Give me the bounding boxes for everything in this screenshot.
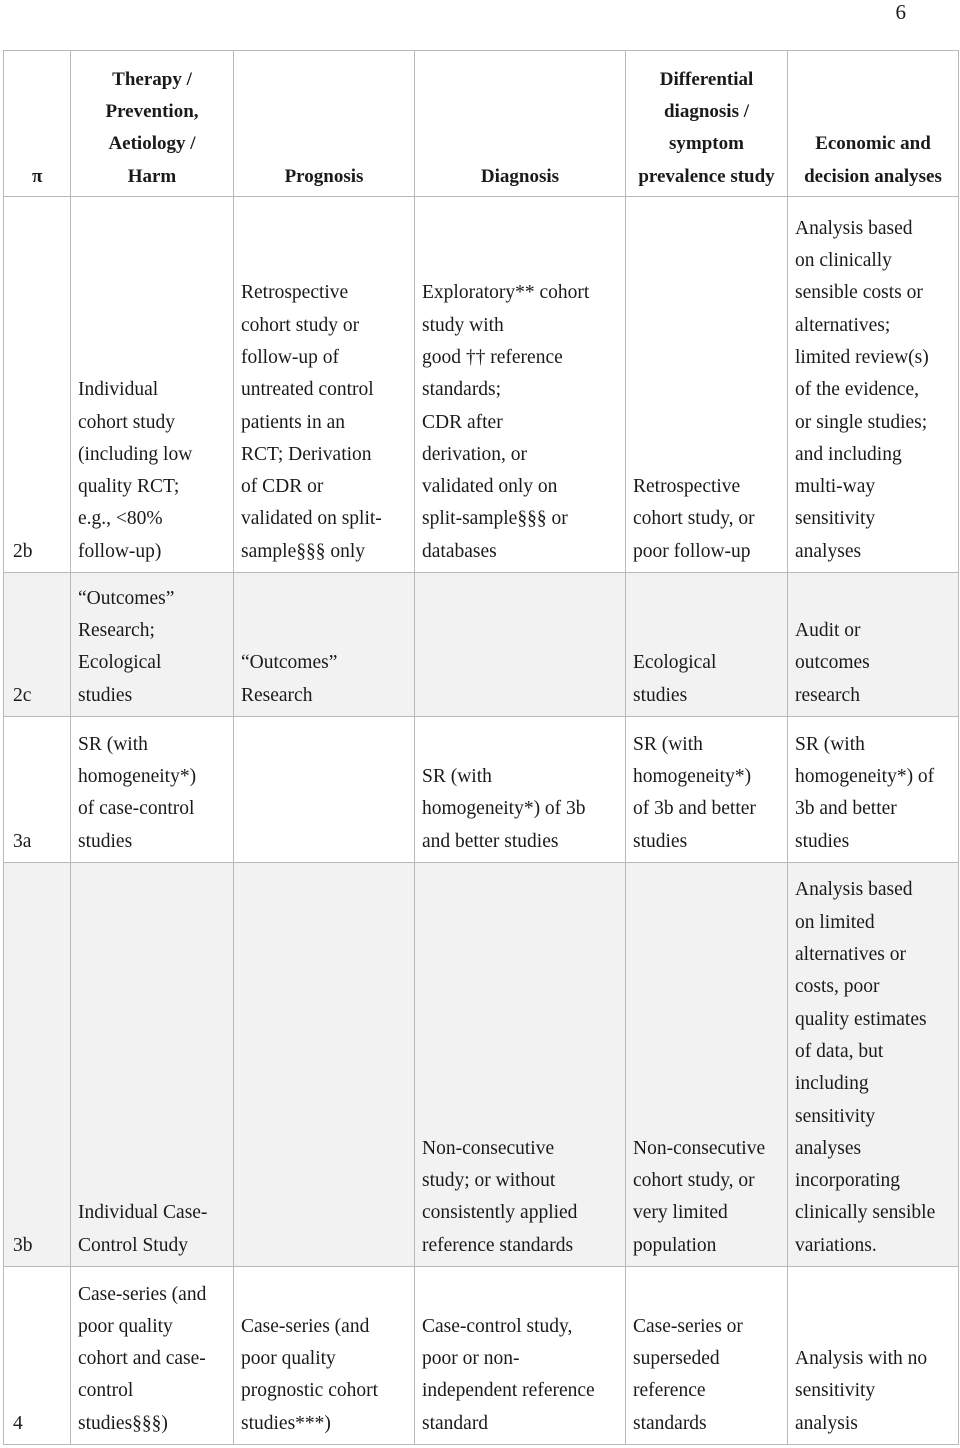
diagnosis-cell: Case-control study, poor or non- independent reference standard [415, 1267, 626, 1445]
economic-cell: SR (with homogeneity*) of 3b and better studies [788, 717, 959, 863]
header-prognosis: Prognosis [234, 51, 415, 197]
therapy-cell: Individual cohort study (including low quality RCT; e.g., <80% follow-up) [71, 197, 234, 573]
economic-cell: Analysis with no sensitivity analysis [788, 1267, 959, 1445]
level-cell: 2c [4, 573, 71, 717]
therapy-cell: Case-series (and poor quality cohort and case- control studies§§§) [71, 1267, 234, 1445]
differential-cell: Retrospective cohort study, or poor follow-up [626, 197, 788, 573]
level-cell: 4 [4, 1267, 71, 1445]
header-level: π [4, 51, 71, 197]
diagnosis-cell: Non-consecutive study; or without consistently applied reference standards [415, 863, 626, 1267]
diagnosis-cell: Exploratory** cohort study with good †† reference standards; CDR after derivation, or validated only on split-sample§§§ or databases [415, 197, 626, 573]
therapy-cell: “Outcomes” Research; Ecological studies [71, 573, 234, 717]
header-diagnosis: Diagnosis [415, 51, 626, 197]
table-row [4, 717, 959, 863]
economic-cell: Audit or outcomes research [788, 573, 959, 717]
prognosis-cell: Retrospective cohort study or follow-up of untreated control patients in an RCT; Derivation of CDR or validated on split- sample§§§ only [234, 197, 415, 573]
table-row [4, 573, 959, 717]
therapy-cell: Individual Case- Control Study [71, 863, 234, 1267]
level-cell: 2b [4, 197, 71, 573]
diagnosis-cell [415, 573, 626, 717]
prognosis-cell: “Outcomes” Research [234, 573, 415, 717]
header-differential-diagnosis: Differential diagnosis / symptom prevalence study [626, 51, 788, 197]
prognosis-cell [234, 717, 415, 863]
table-row [4, 1267, 959, 1445]
diagnosis-cell: SR (with homogeneity*) of 3b and better studies [415, 717, 626, 863]
header-therapy: Therapy / Prevention, Aetiology / Harm [71, 51, 234, 197]
page-number: 6 [895, 0, 906, 24]
table-row [4, 197, 959, 573]
level-cell: 3b [4, 863, 71, 1267]
table-row [4, 863, 959, 1267]
economic-cell: Analysis based on limited alternatives or costs, poor quality estimates of data, but including sensitivity analyses incorporating clinically sensible variations. [788, 863, 959, 1267]
differential-cell: SR (with homogeneity*) of 3b and better studies [626, 717, 788, 863]
therapy-cell: SR (with homogeneity*) of case-control studies [71, 717, 234, 863]
level-cell: 3a [4, 717, 71, 863]
prognosis-cell [234, 863, 415, 1267]
economic-cell: Analysis based on clinically sensible costs or alternatives; limited review(s) of the evidence, or single studies; and including multi-way sensitivity analyses [788, 197, 959, 573]
differential-cell: Case-series or superseded reference standards [626, 1267, 788, 1445]
differential-cell: Ecological studies [626, 573, 788, 717]
differential-cell: Non-consecutive cohort study, or very limited population [626, 863, 788, 1267]
prognosis-cell: Case-series (and poor quality prognostic cohort studies***) [234, 1267, 415, 1445]
header-economic-analyses: Economic and decision analyses [788, 51, 959, 197]
evidence-levels-table [3, 50, 959, 1445]
